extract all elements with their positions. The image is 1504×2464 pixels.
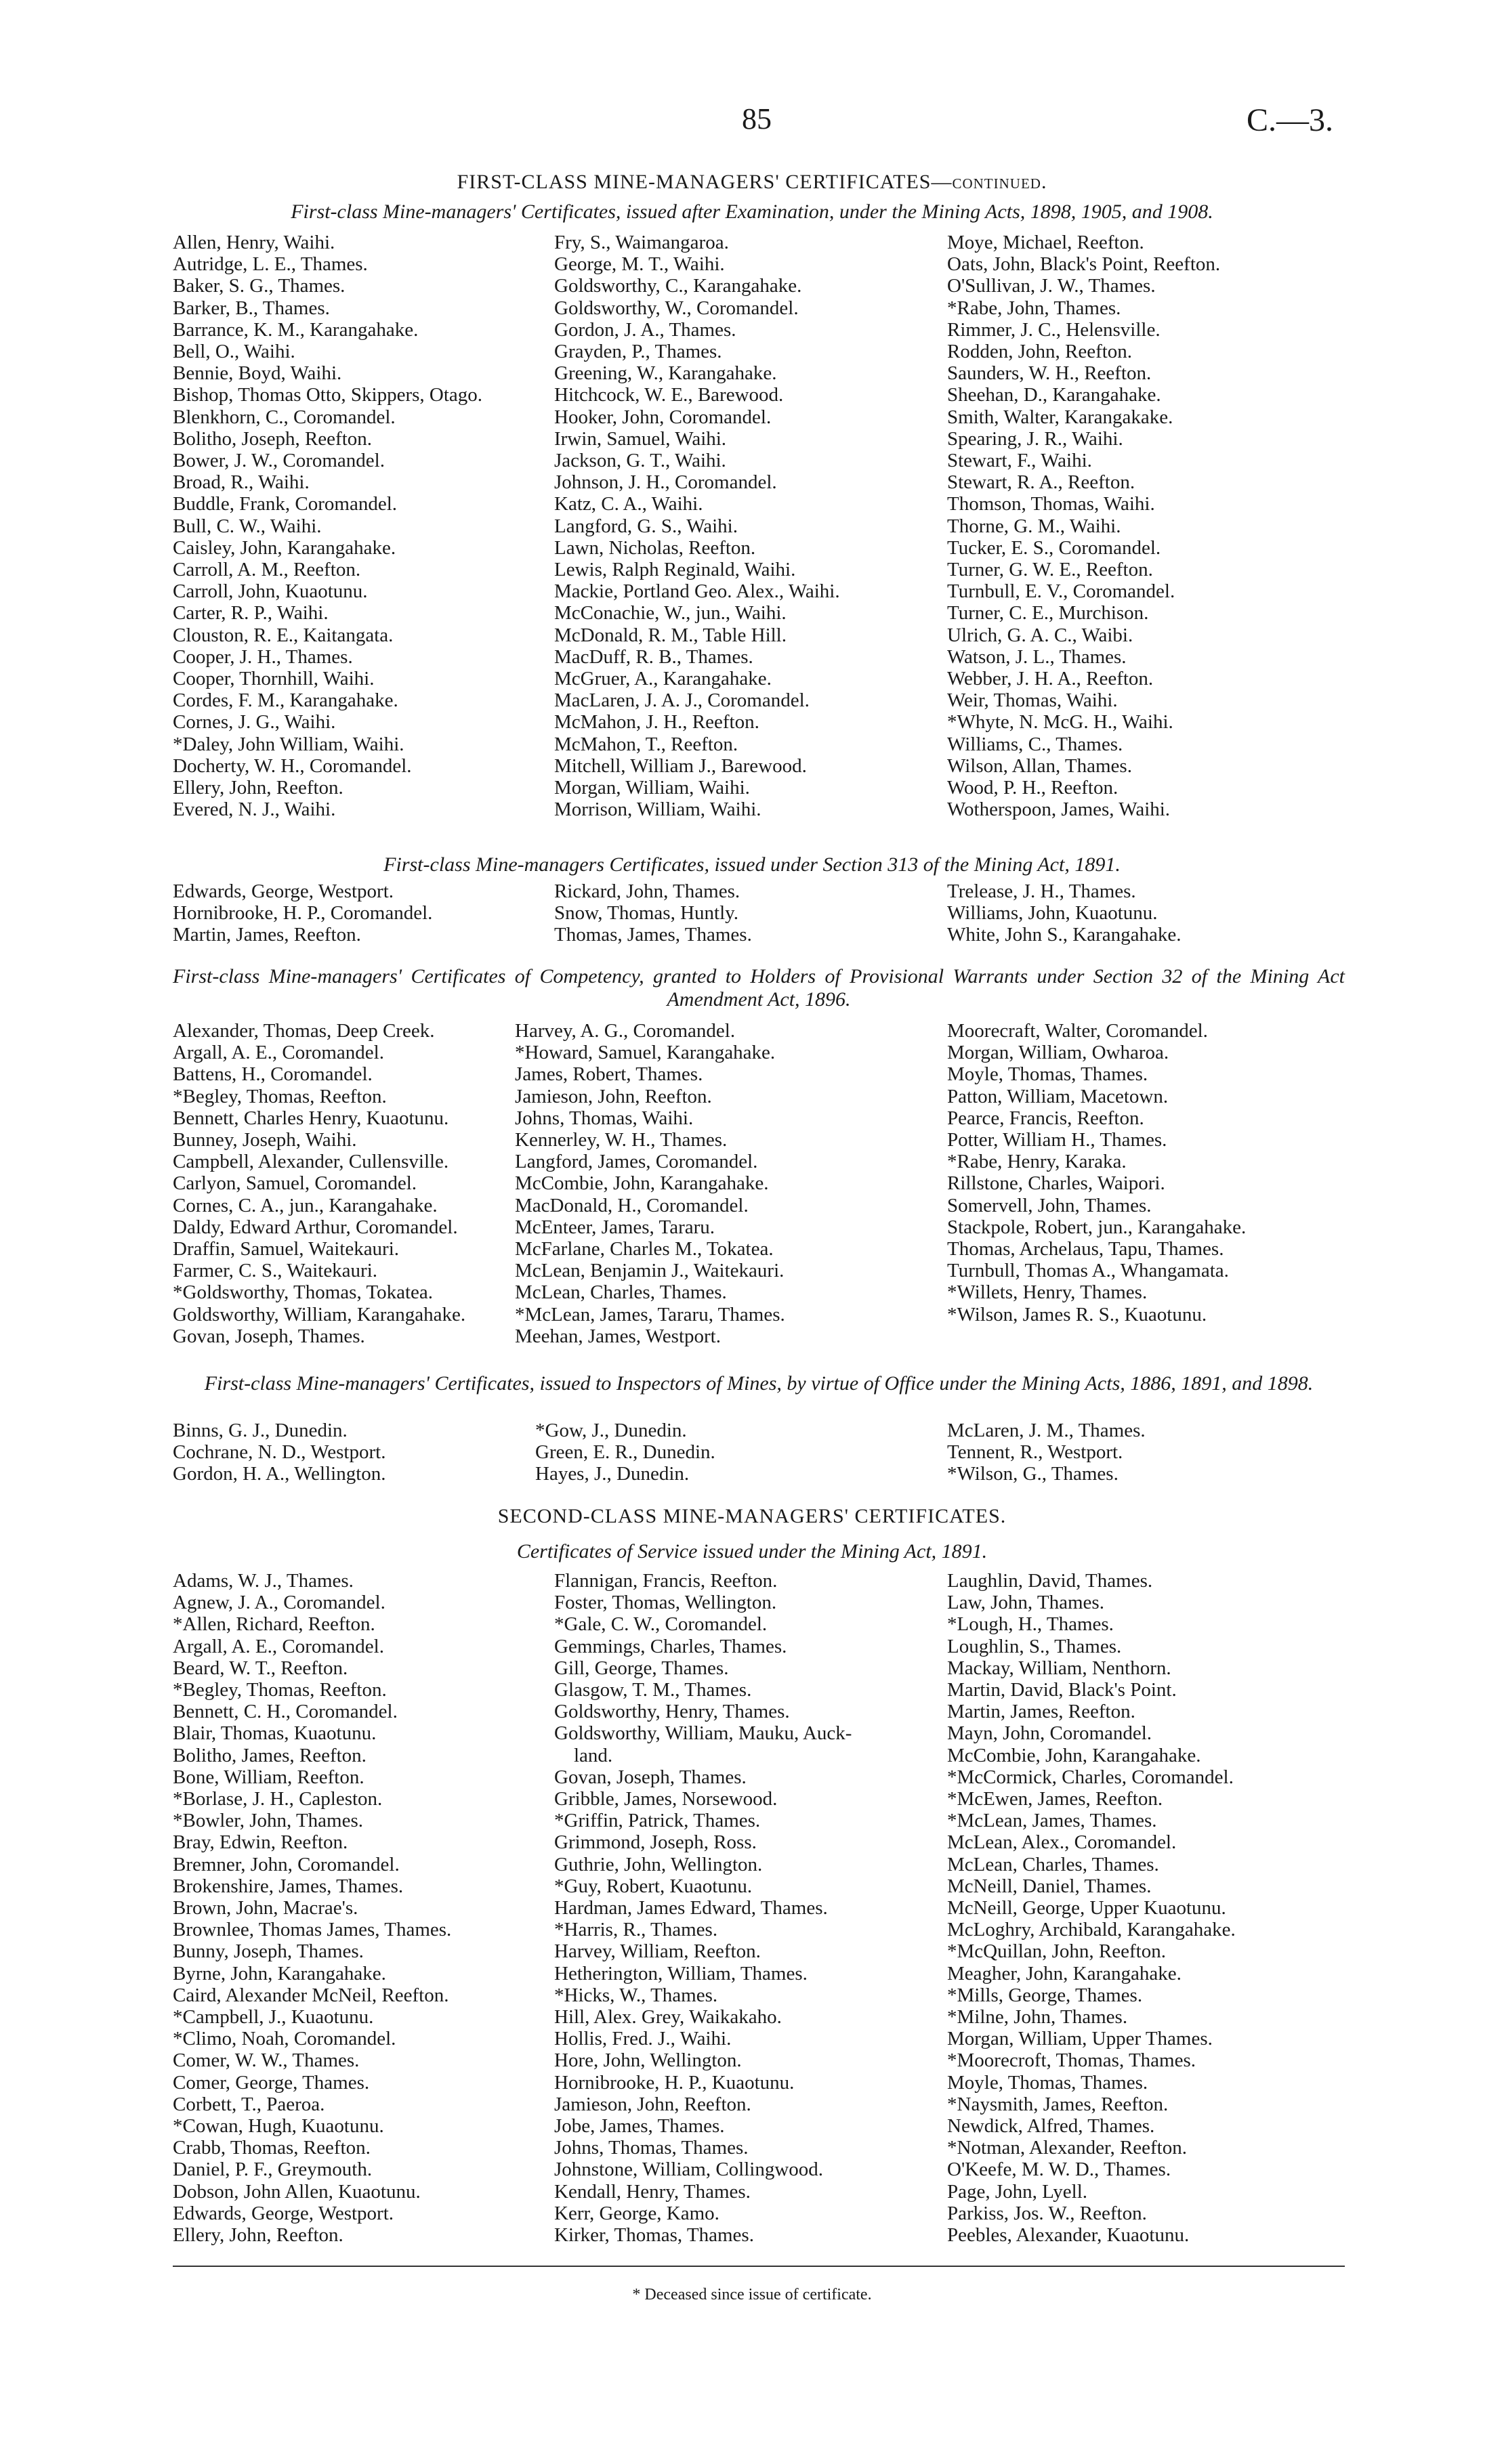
section-2-column-1: Edwards, George, Westport. Hornibrooke, H. P., Coromandel. Martin, James, Reefton. — [173, 880, 433, 946]
section-1-column-2: Fry, S., Waimangaroa. George, M. T., Waihi. Goldsworthy, C., Karangahake. Goldsworthy, W., Coromandel. Gordon, J. A., Thames. Grayden, P., Thames. Greening, W., Karangahake. Hitchcock, W. E., Barewood. Hooker, John, Coromandel. Irwin, Samuel, Waihi. Jackson, G. T., Waihi. Johnson, J. H., Coromandel. Katz, C. A., Waihi. Langford, G. S., Waihi. Lawn, Nicholas, Reefton. Lewis, Ralph Reginald, Waihi. Mackie, Portland Geo. Alex., Waihi. McConachie, W., jun., Waihi. McDonald, R. M., Table Hill. MacDuff, R. B., Thames. McGruer, A., Karangahake. MacLaren, J. A. J., Coromandel. McMahon, J. H., Reefton. McMahon, T., Reefton. Mitchell, William J., Barewood. Morgan, William, Waihi. Morrison, William, Waihi. — [554, 232, 840, 821]
section-1-column-1: Allen, Henry, Waihi. Autridge, L. E., Thames. Baker, S. G., Thames. Barker, B., Thames. Barrance, K. M., Karangahake. Bell, O., Waihi. Bennie, Boyd, Waihi. Bishop, Thomas Otto, Skippers, Otago. Blenkhorn, C., Coromandel. Bolitho, Joseph, Reefton. Bower, J. W., Coromandel. Broad, R., Waihi. Buddle, Frank, Coromandel. Bull, C. W., Waihi. Caisley, John, Karangahake. Carroll, A. M., Reefton. Carroll, John, Kuaotunu. Carter, R. P., Waihi. Clouston, R. E., Kaitangata. Cooper, J. H., Thames. Cooper, Thornhill, Waihi. Cordes, F. M., Karangahake. Cornes, J. G., Waihi. *Daley, John William, Waihi. Docherty, W. H., Coromandel. Ellery, John, Reefton. Evered, N. J., Waihi. — [173, 232, 483, 821]
section-3-heading: First-class Mine-managers' Certificates of Competency, granted to Holders of Provisional Warrants under Section 32 of the Mining Act Amendment Act, 1896. — [173, 965, 1345, 1011]
section-2-column-3: Trelease, J. H., Thames. Williams, John, Kuaotunu. White, John S., Karangahake. — [947, 880, 1182, 946]
second-class-column-2: Flannigan, Francis, Reefton. Foster, Thomas, Wellington. *Gale, C. W., Coromandel. Gemmings, Charles, Thames. Gill, George, Thames. Glasgow, T. M., Thames. Goldsworthy, Henry, Thames. Goldsworthy, William, Mauku, Auck- land. Govan, Joseph, Thames. Gribble, James, Norsewood. *Griffin, Patrick, Thames. Grimmond, Joseph, Ross. Guthrie, John, Wellington. *Guy, Robert, Kuaotunu. Hardman, James Edward, Thames. *Harris, R., Thames. Harvey, William, Reefton. Hetherington, William, Thames. *Hicks, W., Thames. Hill, Alex. Grey, Waikakaho. Hollis, Fred. J., Waihi. Hore, John, Wellington. Hornibrooke, H. P., Kuaotunu. Jamieson, John, Reefton. Jobe, James, Thames. Johns, Thomas, Thames. Johnstone, William, Collingwood. Kendall, Henry, Thames. Kerr, George, Kamo. Kirker, Thomas, Thames. — [554, 1570, 852, 2247]
section-4-column-2: *Gow, J., Dunedin. Green, E. R., Dunedin. Hayes, J., Dunedin. — [535, 1420, 715, 1485]
second-class-column-3: Laughlin, David, Thames. Law, John, Thames. *Lough, H., Thames. Loughlin, S., Thames. Mackay, William, Nenthorn. Martin, David, Black's Point. Martin, James, Reefton. Mayn, John, Coromandel. McCombie, John, Karangahake. *McCormick, Charles, Coromandel. *McEwen, James, Reefton. *McLean, James, Thames. McLean, Alex., Coromandel. McLean, Charles, Thames. McNeill, Daniel, Thames. McNeill, George, Upper Kuaotunu. McLoghry, Archibald, Karangahake. *McQuillan, John, Reefton. Meagher, John, Karangahake. *Mills, George, Thames. *Milne, John, Thames. Morgan, William, Upper Thames. *Moorecroft, Thomas, Thames. Moyle, Thomas, Thames. *Naysmith, James, Reefton. Newdick, Alfred, Thames. *Notman, Alexander, Reefton. O'Keefe, M. W. D., Thames. Page, John, Lyell. Parkiss, Jos. W., Reefton. Peebles, Alexander, Kuaotunu. — [947, 1570, 1236, 2247]
page-number: 85 — [742, 102, 772, 135]
document-code: C.—3. — [1247, 102, 1334, 138]
section-4-column-1: Binns, G. J., Dunedin. Cochrane, N. D., Westport. Gordon, H. A., Wellington. — [173, 1420, 386, 1485]
section-2-column-2: Rickard, John, Thames. Snow, Thomas, Huntly. Thomas, James, Thames. — [554, 880, 752, 946]
section-3-column-2: Harvey, A. G., Coromandel. *Howard, Samuel, Karangahake. James, Robert, Thames. Jamieson, John, Reefton. Johns, Thomas, Waihi. Kennerley, W. H., Thames. Langford, James, Coromandel. McCombie, John, Karangahake. MacDonald, H., Coromandel. McEnteer, James, Tararu. McFarlane, Charles M., Tokatea. McLean, Benjamin J., Waitekauri. McLean, Charles, Thames. *McLean, James, Tararu, Thames. Meehan, James, Westport. — [515, 1020, 785, 1347]
section-3-column-3: Moorecraft, Walter, Coromandel. Morgan, William, Owharoa. Moyle, Thomas, Thames. Patton, William, Macetown. Pearce, Francis, Reefton. Potter, William H., Thames. *Rabe, Henry, Karaka. Rillstone, Charles, Waipori. Somervell, John, Thames. Stackpole, Robert, jun., Karangahake. Thomas, Archelaus, Tapu, Thames. Turnbull, Thomas A., Whangamata. *Willets, Henry, Thames. *Wilson, James R. S., Kuaotunu. — [947, 1020, 1247, 1325]
section-1-heading: First-class Mine-managers' Certificates, issued after Examination, under the Mining Acts, 1898, 1905, and 1908. — [291, 200, 1213, 223]
section-3-column-1: Alexander, Thomas, Deep Creek. Argall, A. E., Coromandel. Battens, H., Coromandel. *Begley, Thomas, Reefton. Bennett, Charles Henry, Kuaotunu. Bunney, Joseph, Waihi. Campbell, Alexander, Cullensville. Carlyon, Samuel, Coromandel. Cornes, C. A., jun., Karangahake. Daldy, Edward Arthur, Coromandel. Draffin, Samuel, Waitekauri. Farmer, C. S., Waitekauri. *Goldsworthy, Thomas, Tokatea. Goldsworthy, William, Karangahake. Govan, Joseph, Thames. — [173, 1020, 466, 1347]
section-2-heading: First-class Mine-managers Certificates, issued under Section 313 of the Mining Act, 1891. — [383, 853, 1121, 876]
second-class-title: SECOND-CLASS MINE-MANAGERS' CERTIFICATES. — [497, 1505, 1007, 1527]
second-class-column-1: Adams, W. J., Thames. Agnew, J. A., Coromandel. *Allen, Richard, Reefton. Argall, A. E., Coromandel. Beard, W. T., Reefton. *Begley, Thomas, Reefton. Bennett, C. H., Coromandel. Blair, Thomas, Kuaotunu. Bolitho, James, Reefton. Bone, William, Reefton. *Borlase, J. H., Capleston. *Bowler, John, Thames. Bray, Edwin, Reefton. Bremner, John, Coromandel. Brokenshire, James, Thames. Brown, John, Macrae's. Brownlee, Thomas James, Thames. Bunny, Joseph, Thames. Byrne, John, Karangahake. Caird, Alexander McNeil, Reefton. *Campbell, J., Kuaotunu. *Climo, Noah, Coromandel. Comer, W. W., Thames. Comer, George, Thames. Corbett, T., Paeroa. *Cowan, Hugh, Kuaotunu. Crabb, Thomas, Reefton. Daniel, P. F., Greymouth. Dobson, John Allen, Kuaotunu. Edwards, George, Westport. Ellery, John, Reefton. — [173, 1570, 452, 2247]
page-title: FIRST-CLASS MINE-MANAGERS' CERTIFICATES—continued. — [457, 171, 1047, 193]
section-4-heading: First-class Mine-managers' Certificates, issued to Inspectors of Mines, by virtue of Office under the Mining Acts, 1886, 1891, and 1898. — [204, 1372, 1314, 1395]
footnote-divider — [173, 2266, 1345, 2267]
section-1-column-3: Moye, Michael, Reefton. Oats, John, Black's Point, Reefton. O'Sullivan, J. W., Thames. *Rabe, John, Thames. Rimmer, J. C., Helensville. Rodden, John, Reefton. Saunders, W. H., Reefton. Sheehan, D., Karangahake. Smith, Walter, Karangakake. Spearing, J. R., Waihi. Stewart, F., Waihi. Stewart, R. A., Reefton. Thomson, Thomas, Waihi. Thorne, G. M., Waihi. Tucker, E. S., Coromandel. Turner, G. W. E., Reefton. Turnbull, E. V., Coromandel. Turner, C. E., Murchison. Ulrich, G. A. C., Waibi. Watson, J. L., Thames. Webber, J. H. A., Reefton. Weir, Thomas, Waihi. *Whyte, N. McG. H., Waihi. Williams, C., Thames. Wilson, Allan, Thames. Wood, P. H., Reefton. Wotherspoon, James, Waihi. — [947, 232, 1221, 821]
second-class-heading: Certificates of Service issued under the Mining Act, 1891. — [516, 1540, 988, 1563]
section-4-column-3: McLaren, J. M., Thames. Tennent, R., Westport. *Wilson, G., Thames. — [947, 1420, 1146, 1485]
footnote: * Deceased since issue of certificate. — [632, 2286, 872, 2303]
